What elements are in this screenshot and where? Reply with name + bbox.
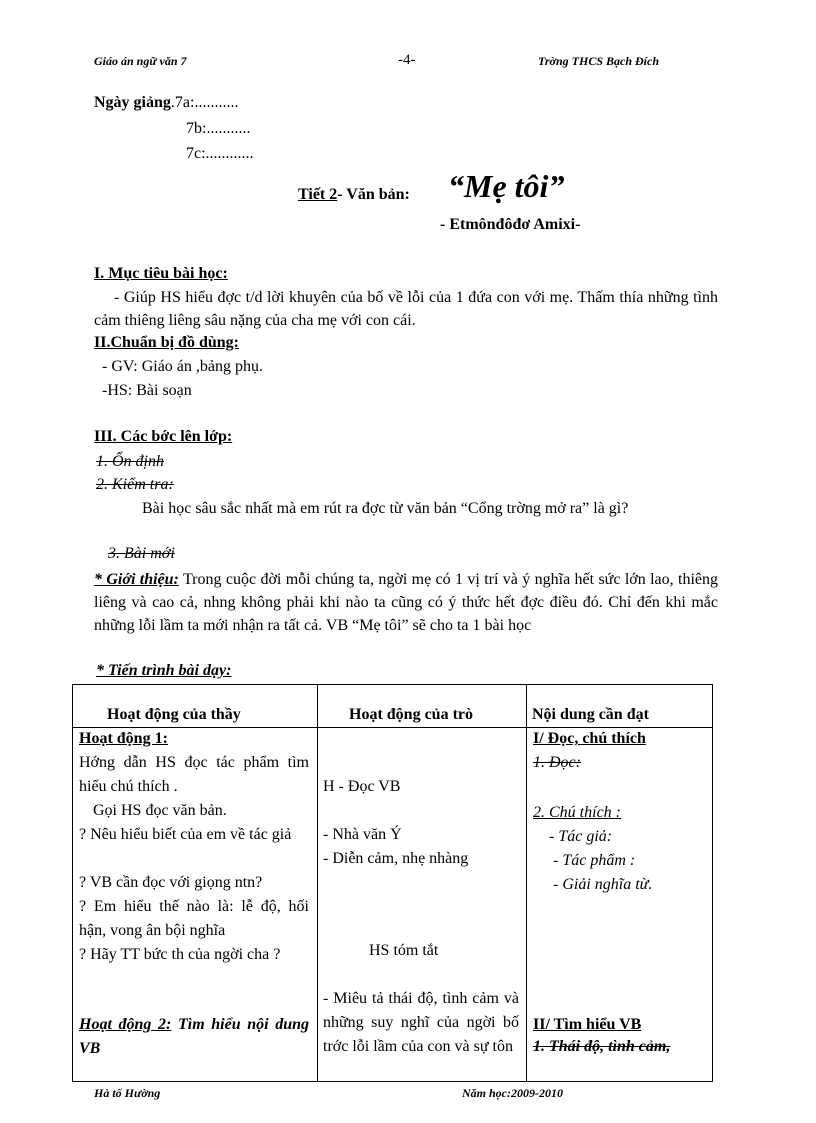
footer-left: Hà tố Hường [94,1086,161,1100]
section1-heading: I. Mục tiêu bài học: [94,265,228,282]
lesson-tiet: Tiết 2 [298,186,338,203]
table-header-teacher: Hoạt động của thầy [107,706,241,723]
col1-line-5: ? Hãy TT bức th của ngời cha ? [79,946,281,963]
section3-sub3: 3. Bài mới [108,545,175,562]
col2-desc: - Miêu tả thái độ, tình cảm và những suy nghĩ của ngời bố trớc lỗi lầm của con và sự tôn [323,990,519,1055]
section3-intro: * Giới thiệu: Trong cuộc đời mỗi chúng ta, ngời mẹ có 1 vị trí và ý nghĩa hết sức lớn lao, thiêng liêng và cao cả, nhng không phải khi nào ta cũng có ý thức hết đợc điều đó. Chỉ đến khi mắc những lỗi lầm ta mới nhận ra tất cả. VB “Mẹ tôi” sẽ cho ta 1 bài học [94,571,718,634]
col2-line-1: H - Đọc VB [323,778,401,795]
date-line-7a [94,94,238,112]
header-right: Trờng THCS Bạch Đích [538,54,660,68]
section2-heading: II.Chuẩn bị đồ dùng: [94,334,239,351]
lesson-title: “Mẹ tôi” [448,168,565,204]
col2-line-2: - Nhà văn Ý [323,826,402,843]
lesson-author: - Etmônđôđơ Amixi- [440,216,581,233]
col1-line-3: ? VB cần đọc với giọng ntn? [79,874,263,891]
section3-heading: III. Các bớc lên lớp: [94,428,233,445]
lesson-van-ban-label: - Văn bản: [337,186,410,203]
section3-sub1: 1. Ổn định [96,453,164,470]
table-header-content: Nội dung cần đạt [532,706,649,723]
date-7a: .7a:........... [170,94,239,111]
col1-hd1-text: Hớng dẫn HS đọc tác phẩm tìm hiểu chú thích . [79,754,309,795]
col3-s2a: 1. Thái độ, tình cảm, [533,1038,671,1055]
col1-line-2: ? Nêu hiểu biết của em về tác giả [79,826,292,843]
section1-text: - Giúp HS hiểu đợc t/d lời khuyên của bố về lỗi của 1 đứa con với mẹ. Thấm thía những tình cảm thiêng liêng sâu nặng của cha mẹ với con cái. [94,289,718,329]
section3-sub2: 2. Kiểm tra: [96,476,174,493]
col1-line-1: Gọi HS đọc văn bản. [93,802,227,819]
section3-progress-label: * Tiến trình bài dạy: [96,662,232,679]
page-number: -4- [398,52,416,68]
col1-line-4: ? Em hiểu thế nào là: lễ độ, hối hận, vong ân bội nghĩa [79,898,309,939]
section2-item-hs: -HS: Bài soạn [102,382,192,399]
section2-item-gv: - GV: Giáo án ,bảng phụ. [102,358,263,375]
col3-s1: I/ Đọc, chú thích [533,730,646,747]
col2-line-3: - Diễn cảm, nhẹ nhàng [323,850,469,867]
date-label: Ngày giảng [94,94,171,111]
col1-hd1: Hoạt động 1: [79,730,168,747]
lesson-heading [298,186,410,204]
col3-s1b: 2. Chú thích : [533,804,621,821]
col3-item-2: - Tác phẩm : [553,852,636,869]
lesson-table [72,684,713,1082]
col3-s2: II/ Tìm hiểu VB [533,1016,642,1033]
header-left: Giáo án ngữ văn 7 [94,54,187,68]
table-header-student: Hoạt động của trò [349,706,473,723]
footer-right: Năm học:2009-2010 [462,1086,563,1100]
col3-item-3: - Giải nghĩa từ. [553,876,653,893]
date-7c: 7c:............ [186,145,254,162]
col3-item-1: - Tác giả: [549,828,613,845]
section3-question: Bài học sâu sắc nhất mà em rút ra đợc từ văn bản “Cổng trờng mở ra” là gì? [142,500,629,517]
date-7b: 7b:........... [186,120,251,137]
col2-line-4: HS tóm tắt [369,942,439,959]
col1-hd2: Hoạt động 2: Tìm hiểu nội dung VB [79,1016,309,1057]
col3-s1a: 1. Đọc: [533,754,581,771]
